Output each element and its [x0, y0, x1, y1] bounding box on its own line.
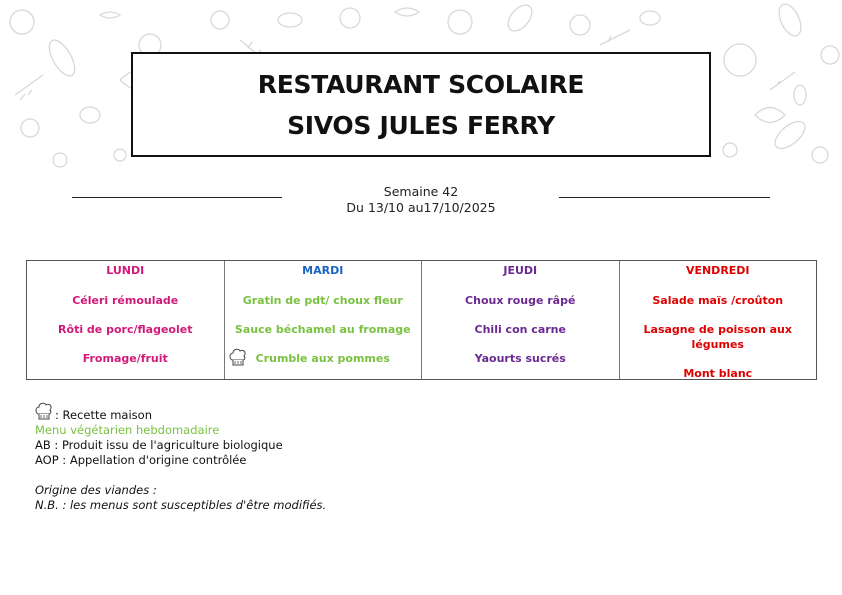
- legend-meat-origin: Origine des viandes :: [35, 483, 157, 497]
- dish-dessert: Fromage/fruit: [82, 352, 168, 365]
- legend-ab: AB : Produit issu de l'agriculture biologique: [35, 438, 283, 452]
- page-subtitle: SIVOS JULES FERRY: [287, 111, 555, 140]
- day-header: MARDI: [302, 264, 344, 277]
- dish-dessert: Crumble aux pommes: [255, 352, 390, 365]
- week-info: [300, 184, 542, 216]
- legend: [35, 402, 535, 513]
- day-header: JEUDI: [503, 264, 538, 277]
- chef-hat-icon: [229, 348, 247, 372]
- dish-dessert: Yaourts sucrés: [474, 352, 566, 365]
- day-column-jeudi: [422, 261, 620, 379]
- title-box: [131, 52, 711, 157]
- legend-vegetarian: Menu végétarien hebdomadaire: [35, 423, 220, 437]
- legend-aop: AOP : Appellation d'origine contrôlée: [35, 453, 247, 467]
- dish-starter: Gratin de pdt/ choux fleur: [242, 294, 403, 307]
- week-label: Semaine 42: [383, 184, 459, 199]
- day-header: LUNDI: [106, 264, 145, 277]
- dish-starter: Céleri rémoulade: [72, 294, 179, 307]
- divider-left: [72, 197, 282, 198]
- day-column-vendredi: [620, 261, 817, 379]
- legend-nb: N.B. : les menus sont susceptibles d'être modifiés.: [35, 498, 327, 512]
- dish-starter: Salade maïs /croûton: [652, 294, 784, 307]
- legend-homemade-text: : Recette maison: [55, 408, 152, 422]
- week-range: Du 13/10 au17/10/2025: [346, 200, 496, 215]
- dish-main: Lasagne de poisson aux légumes: [643, 323, 792, 351]
- dish-main: Chili con carne: [474, 323, 566, 336]
- page-title: RESTAURANT SCOLAIRE: [257, 70, 585, 99]
- chef-hat-icon: [35, 402, 53, 426]
- dish-starter: Choux rouge râpé: [465, 294, 576, 307]
- dish-dessert: Mont blanc: [683, 367, 753, 380]
- divider-right: [559, 197, 770, 198]
- dish-main: Sauce béchamel au fromage: [234, 323, 411, 336]
- day-header: VENDREDI: [685, 264, 750, 277]
- menu-table: [26, 260, 817, 380]
- legend-homemade: [35, 408, 535, 423]
- dish-main: Rôti de porc/flageolet: [58, 323, 193, 336]
- day-column-lundi: [27, 261, 225, 379]
- day-column-mardi: [225, 261, 423, 379]
